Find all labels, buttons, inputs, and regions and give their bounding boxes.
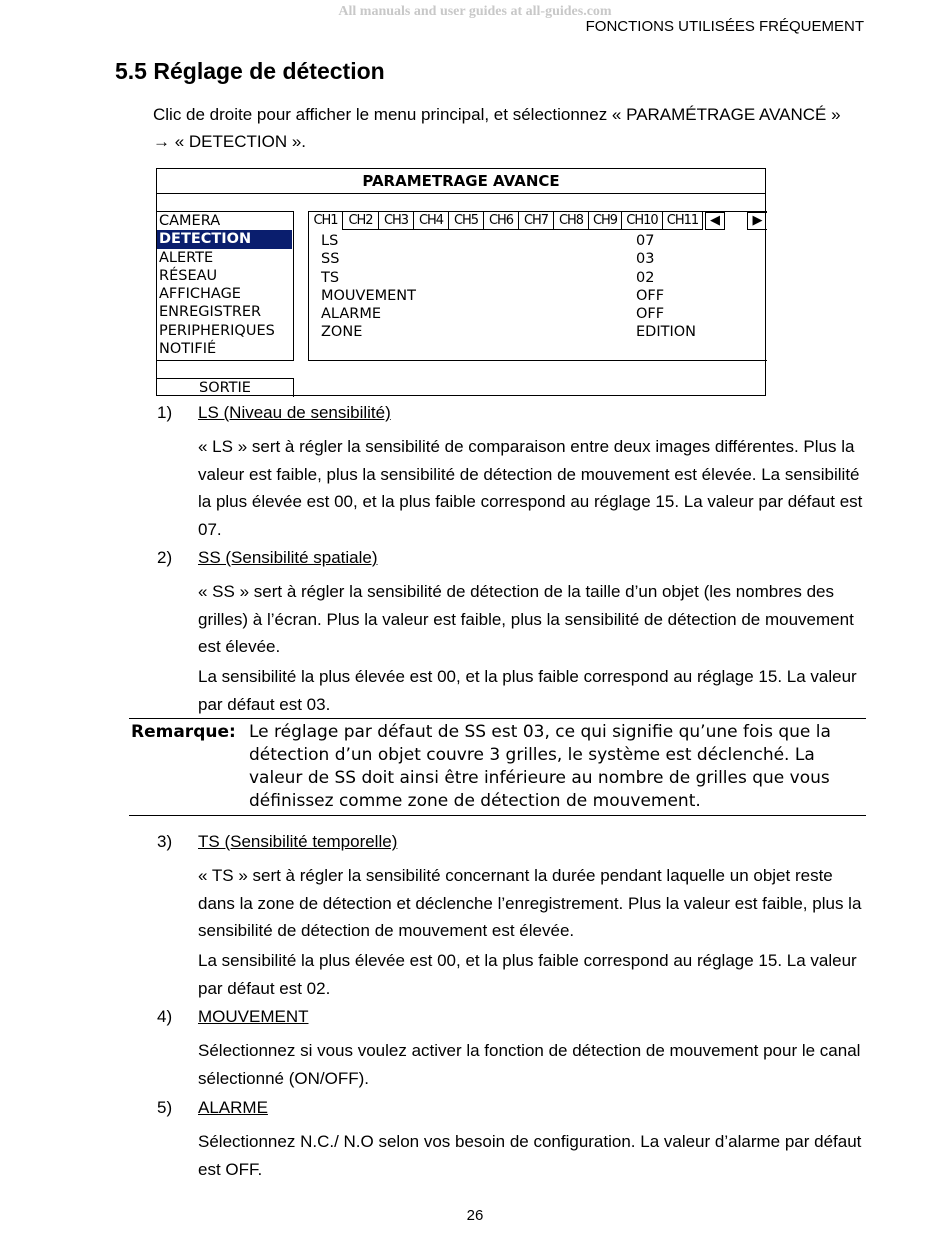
tab-ch8[interactable]: CH8 [554,212,589,230]
setting-row-zone[interactable] [321,323,761,341]
advanced-settings-menu [156,168,766,396]
tab-ch1[interactable]: CH1 [309,212,343,230]
item-number: 5) [157,1098,173,1117]
setting-label: ZONE [321,324,363,341]
item-number: 3) [157,832,173,851]
tab-ch2[interactable]: CH2 [343,212,379,230]
intro-paragraph: Clic de droite pour afficher le menu principal, et sélectionnez « PARAMÉTRAGE AVANCÉ » → « DETECTION ». [153,105,841,151]
arrow-left-icon[interactable]: ◀ [705,212,725,230]
item-paragraph: « SS » sert à régler la sensibilité de détection de la taille d’un objet (les nombres des grilles) à l’écran. Plus la valeur est faible, plus la sensibilité de détection de mouvement est élevée. [198,582,854,656]
tab-ch6[interactable]: CH6 [484,212,519,230]
menu-item-affichage[interactable]: AFFICHAGE [159,286,241,303]
setting-row-mouvement[interactable] [321,287,761,305]
item-title-mouvement: MOUVEMENT [198,1007,309,1026]
menu-category-list [157,211,294,361]
item-paragraph: La sensibilité la plus élevée est 00, et la plus faible correspond au réglage 15. La valeur par défaut est 02. [198,951,857,998]
menu-item-peripheriques[interactable]: PERIPHERIQUES [159,322,275,339]
watermark: All manuals and user guides at all-guides.com [338,4,612,19]
item-paragraph: Sélectionnez N.C./ N.O selon vos besoin de configuration. La valeur d’alarme par défaut est OFF. [198,1132,862,1179]
tab-ch7[interactable]: CH7 [519,212,554,230]
setting-value: 07 [636,233,655,249]
menu-item-camera[interactable]: CAMERA [159,213,221,229]
setting-row-ts[interactable] [321,269,761,287]
note-text: Le réglage par défaut de SS est 03, ce qui signifie qu’une fois que la détection d’un objet couvre 3 grilles, le système est déclenché. La valeur de SS doit ainsi être inférieure au nombre de grilles que vous définissez comme zone de détection de mouvement. [249,722,831,811]
setting-label: LS [321,233,339,249]
menu-item-notifie[interactable]: NOTIFIÉ [159,341,217,358]
menu-item-enregistrer[interactable]: ENREGISTRER [159,304,262,321]
setting-label: SS [321,251,340,268]
detection-settings-panel [308,211,767,361]
setting-label: MOUVEMENT [321,287,416,304]
tab-ch4[interactable]: CH4 [414,212,449,230]
page-number: 26 [466,1207,484,1224]
item-title-ts: TS (Sensibilité temporelle) [198,832,398,851]
page-header: FONCTIONS UTILISÉES FRÉQUEMENT [585,18,864,35]
item-title-ls: LS (Niveau de sensibilité) [198,403,391,422]
settings-rows [321,232,761,342]
setting-value: EDITION [636,324,696,341]
arrow-right-icon[interactable]: ▶ [747,212,767,230]
menu-item-detection[interactable]: DETECTION [157,230,292,248]
setting-value: 02 [636,269,655,286]
note-box [129,718,866,816]
setting-row-ss[interactable] [321,250,761,268]
setting-value: OFF [636,306,665,323]
tab-ch3[interactable]: CH3 [379,212,414,230]
tab-ch10[interactable]: CH10 [622,212,663,230]
tab-ch5[interactable]: CH5 [449,212,484,230]
item-number: 2) [157,548,173,567]
setting-value: 03 [636,251,655,268]
item-title-ss: SS (Sensibilité spatiale) [198,548,378,567]
setting-label: TS [321,269,340,286]
item-number: 4) [157,1007,173,1026]
setting-row-ls[interactable] [321,232,761,250]
menu-item-reseau[interactable]: RÉSEAU [159,267,218,284]
tab-ch11[interactable]: CH11 [663,212,703,230]
item-paragraph: « LS » sert à régler la sensibilité de comparaison entre deux images différentes. Plus la valeur est faible, plus la sensibilité de détection de mouvement est élevée. La sensibilité la plus élevée est 00, et la plus faible correspond au réglage 15. La valeur par défaut est 07. [198,437,863,539]
menu-title: PARAMETRAGE AVANCE [157,169,765,194]
setting-row-alarme[interactable] [321,305,761,323]
exit-button[interactable]: SORTIE [157,378,294,397]
section-title: 5.5 Réglage de détection [115,58,385,84]
tab-ch9[interactable]: CH9 [589,212,622,230]
item-paragraph: La sensibilité la plus élevée est 00, et la plus faible correspond au réglage 15. La valeur par défaut est 03. [198,667,857,714]
item-paragraph: Sélectionnez si vous voulez activer la fonction de détection de mouvement pour le canal sélectionné (ON/OFF). [198,1041,861,1088]
item-title-alarme: ALARME [198,1098,268,1117]
setting-label: ALARME [321,306,381,323]
channel-tabs [309,212,703,231]
menu-item-alerte[interactable]: ALERTE [159,249,214,266]
note-label: Remarque: [131,722,236,742]
setting-value: OFF [636,287,665,304]
item-number: 1) [157,403,173,422]
item-paragraph: « TS » sert à régler la sensibilité concernant la durée pendant laquelle un objet reste dans la zone de détection et déclenche l’enregistrement. Plus la valeur est faible, plus la sensibilité de détection de mouvement est élevée. [198,866,862,940]
